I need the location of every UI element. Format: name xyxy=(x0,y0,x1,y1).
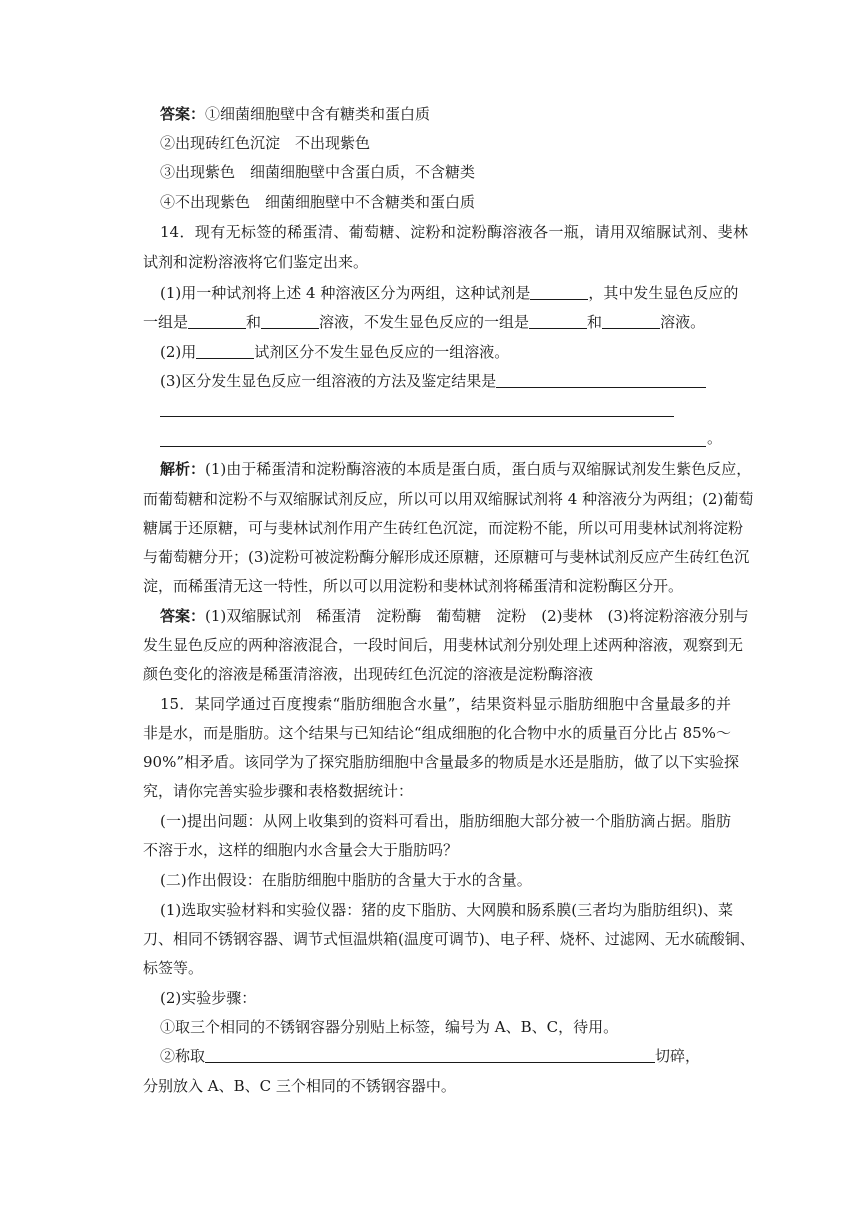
answer-13-line-3: ③出现紫色 细菌细胞壁中含蛋白质，不含糖类 xyxy=(160,163,476,181)
answer-label: 答案： xyxy=(160,105,206,123)
q14-p1-text-e: 溶液，不发生显色反应的一组是 xyxy=(319,313,530,331)
analysis-text-1: (1)由于稀蛋清和淀粉酶溶液的本质是蛋白质，蛋白质与双缩脲试剂发生紫色反应， xyxy=(205,460,752,478)
q15-question-line-1: (一)提出问题：从网上收集到的资料可看出，脂肪细胞大部分被一个脂肪滴占据。脂肪 xyxy=(160,812,731,830)
q14-p1-text-f: 和 xyxy=(587,313,603,331)
q14-part3-line xyxy=(160,371,720,391)
q15-materials-line-1: (1)选取实验材料和实验仪器：猪的皮下脂肪、大网膜和肠系膜(三者均为脂肪组织)、菜 xyxy=(160,901,733,919)
analysis-label: 解析： xyxy=(160,460,206,478)
answer-13-text-1: ①细菌细胞壁中含有糖类和蛋白质 xyxy=(205,105,431,123)
q15-materials-line-3: 标签等。 xyxy=(143,959,204,977)
q14-part2-line xyxy=(160,342,720,362)
q15-materials-line-2: 刀、相同不锈钢容器、调节式恒温烘箱(温度可调节)、电子秤、烧杯、过滤网、无水硫酸铜、 xyxy=(143,930,755,948)
q14-p1-text-c: 一组是 xyxy=(143,313,189,331)
answer-blank[interactable] xyxy=(205,1047,655,1063)
q14-p1-text-b: ，其中发生显色反应的 xyxy=(588,284,739,302)
answer-14-line-1 xyxy=(160,606,748,626)
answer-blank[interactable] xyxy=(602,313,660,329)
answer-rule-line[interactable] xyxy=(160,446,706,447)
q15-question-line-2: 不溶于水，这样的细胞内水含量会大于脂肪吗？ xyxy=(143,841,459,859)
analysis-line-3: 糖属于还原糖，可与斐林试剂作用产生砖红色沉淀，而淀粉不能，所以可用斐林试剂将淀粉 xyxy=(143,519,744,537)
answer-blank[interactable] xyxy=(496,372,706,388)
q14-stem-line-1: 14．现有无标签的稀蛋清、葡萄糖、淀粉和淀粉酶溶液各一瓶，请用双缩脲试剂、斐林 xyxy=(160,223,748,241)
answer-blank[interactable] xyxy=(188,313,246,329)
q15-stem-line-3: 90%”相矛盾。该同学为了探究脂肪细胞中含量最多的物质是水还是脂肪，做了以下实验探 xyxy=(143,753,740,771)
q14-p3-end: 。 xyxy=(707,429,723,447)
analysis-line-5: 淀，而稀蛋清无这一特性，所以可以用淀粉和斐林试剂将稀蛋清和淀粉酶区分开。 xyxy=(143,577,684,595)
q14-p1-text-a: (1)用一种试剂将上述 4 种溶液区分为两组，这种试剂是 xyxy=(160,284,531,302)
q14-p1-text-g: 溶液。 xyxy=(660,313,706,331)
answer-blank[interactable] xyxy=(529,313,587,329)
answer-label: 答案： xyxy=(160,607,206,625)
answer-13-line-1 xyxy=(160,104,720,124)
answer-blank[interactable] xyxy=(196,343,254,359)
q14-p2-text-a: (2)用 xyxy=(160,343,197,361)
q14-p2-text-b: 试剂区分不发生显色反应的一组溶液。 xyxy=(254,343,510,361)
answer-blank[interactable] xyxy=(261,313,319,329)
answer-14-line-3: 颜色变化的溶液是稀蛋清溶液，出现砖红色沉淀的溶液是淀粉酶溶液 xyxy=(143,665,594,683)
analysis-line-4: 与葡萄糖分开；(3)淀粉可被淀粉酶分解形成还原糖，还原糖可与斐林试剂反应产生砖红色沉 xyxy=(143,548,750,566)
answer-14-line-2: 发生显色反应的两种溶液混合，一段时间后，用斐林试剂分别处理上述两种溶液，观察到无 xyxy=(143,636,744,654)
q14-stem-line-2: 试剂和淀粉溶液将它们鉴定出来。 xyxy=(143,253,369,271)
q14-part1-line-2 xyxy=(143,312,706,332)
q14-p3-text-a: (3)区分发生显色反应一组溶液的方法及鉴定结果是 xyxy=(160,372,497,390)
q15-stem-line-1: 15．某同学通过百度搜索“脂肪细胞含水量”，结果资料显示脂肪细胞中含量最多的并 xyxy=(160,695,731,713)
analysis-line-1 xyxy=(160,459,752,479)
answer-13-line-4: ④不出现紫色 细菌细胞壁中不含糖类和蛋白质 xyxy=(160,193,476,211)
answer-rule-line[interactable] xyxy=(160,416,674,417)
q15-step2-text-b: 切碎， xyxy=(655,1047,701,1065)
analysis-line-2: 而葡萄糖和淀粉不与双缩脲试剂反应，所以可以用双缩脲试剂将 4 种溶液分为两组；(2)葡萄 xyxy=(143,490,754,508)
q15-step2-text-a: ②称取 xyxy=(160,1047,206,1065)
q14-part1-line-1 xyxy=(160,283,739,303)
answer-blank[interactable] xyxy=(530,284,588,300)
answer-14-text-1: (1)双缩脲试剂 稀蛋清 淀粉酶 葡萄糖 淀粉 (2)斐林 (3)将淀粉溶液分别与 xyxy=(205,607,749,625)
q15-step-2-continued: 分别放入 A、B、C 三个相同的不锈钢容器中。 xyxy=(143,1077,456,1095)
q15-hypothesis: (二)作出假设：在脂肪细胞中脂肪的含量大于水的含量。 xyxy=(160,871,532,889)
answer-13-line-2: ②出现砖红色沉淀 不出现紫色 xyxy=(160,134,371,152)
q15-step-2 xyxy=(160,1046,720,1066)
q14-p1-text-d: 和 xyxy=(246,313,262,331)
q15-steps-heading: (2)实验步骤： xyxy=(160,989,257,1007)
q15-stem-line-2: 非是水，而是脂肪。这个结果与已知结论“组成细胞的化合物中水的质量百分比占 85%～ xyxy=(143,724,731,742)
q15-stem-line-4: 究，请你完善实验步骤和表格数据统计： xyxy=(143,782,414,800)
q15-step-1: ①取三个相同的不锈钢容器分别贴上标签，编号为 A、B、C，待用。 xyxy=(160,1018,619,1036)
